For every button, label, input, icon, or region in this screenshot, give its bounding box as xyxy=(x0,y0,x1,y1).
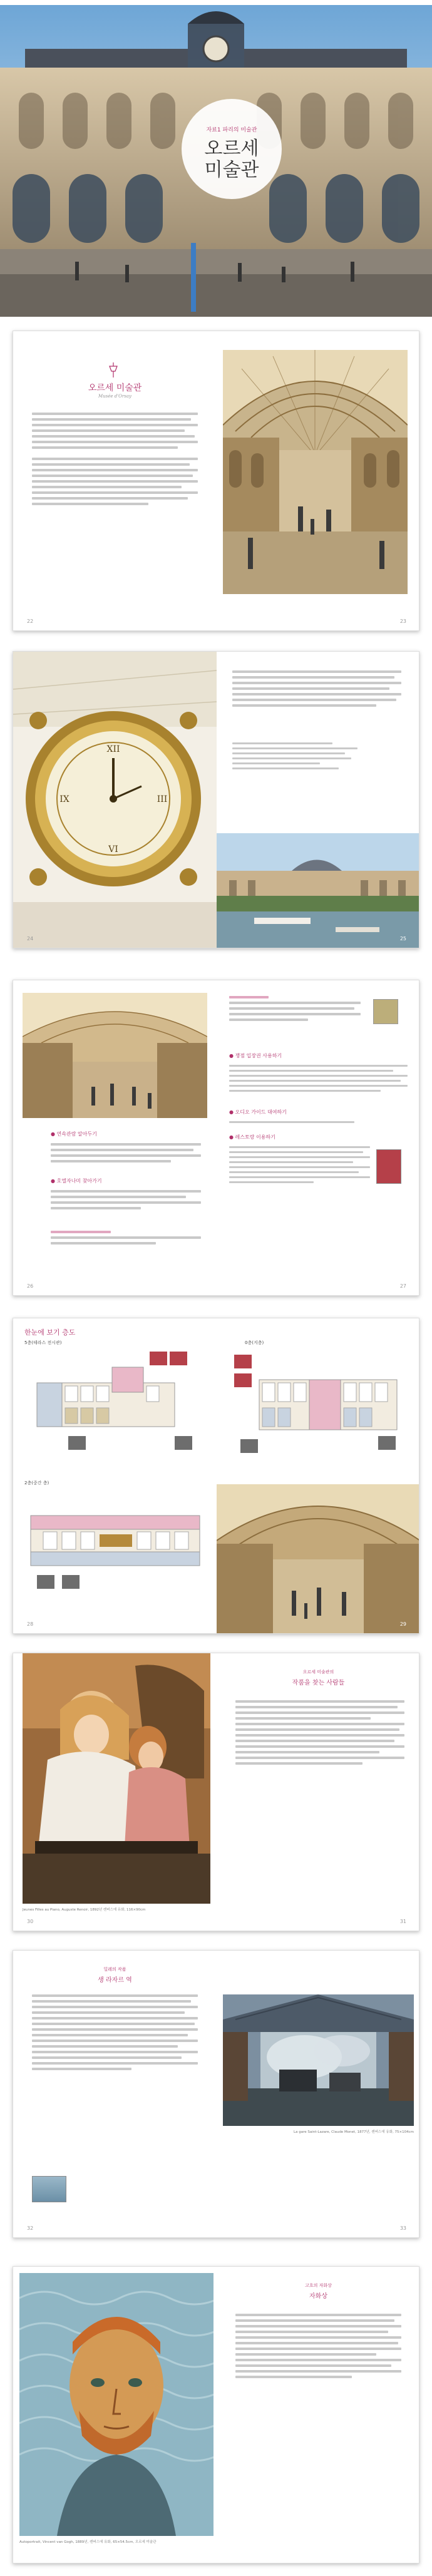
page-25 xyxy=(217,652,419,948)
page-number: 30 xyxy=(27,1919,34,1924)
ticket-thumbnail xyxy=(373,999,398,1024)
page-32 xyxy=(13,1951,217,2237)
page-29 xyxy=(217,1318,419,1633)
spread-4 xyxy=(13,980,419,1296)
golden-clock-photo xyxy=(13,652,217,948)
section-title: 생 라자르 역 xyxy=(98,1977,132,1984)
cover-title-line2: 미술관 xyxy=(204,159,259,181)
page-35 xyxy=(217,2267,419,2563)
section-kicker: 오르세 미술관의 xyxy=(302,1670,334,1675)
section-title: 자화상 xyxy=(309,2293,327,2300)
page-number: 26 xyxy=(27,1283,34,1289)
svg-text:VI: VI xyxy=(108,844,118,854)
spread-8 xyxy=(13,2266,419,2563)
floor-0-map xyxy=(228,1348,409,1464)
painting-caption: Autoportrait, Vincent van Gogh, 1889년, 캔버스에 유화, 65×54.5cm, 오르세 미술관 xyxy=(19,2540,157,2544)
section-heading: 오르세 미술관 xyxy=(88,383,142,393)
section-kicker: 밀레의 작품 xyxy=(103,1967,126,1972)
floor-2-label: 2층(중간 층) xyxy=(24,1480,49,1486)
spread-2 xyxy=(13,331,419,631)
map-title: 한눈에 보기 층도 xyxy=(24,1328,76,1337)
page-number: 31 xyxy=(399,1919,406,1924)
van-gogh-portrait xyxy=(19,2273,213,2536)
page-22 xyxy=(13,331,217,630)
page-23 xyxy=(217,331,419,630)
renoir-painting xyxy=(23,1653,210,1904)
body-text xyxy=(232,667,401,710)
floor-5-label: 5층(테라스 전시관) xyxy=(24,1340,62,1345)
page-24 xyxy=(13,652,217,948)
page-number: 29 xyxy=(399,1621,406,1627)
monet-painting xyxy=(223,1994,414,2126)
page-number: 22 xyxy=(27,618,34,624)
museum-river-photo xyxy=(217,833,419,948)
page-28 xyxy=(13,1318,217,1633)
cover-title-line1: 오르세 xyxy=(204,138,259,160)
page-27 xyxy=(217,980,419,1295)
restaurant-thumbnail xyxy=(376,1149,401,1184)
info-list xyxy=(232,739,357,772)
svg-text:XII: XII xyxy=(106,744,120,754)
info-title-1: ● 쟁점 입장권 사용하기 xyxy=(229,1053,282,1059)
painting-caption: La gare Saint-Lazare, Claude Monet, 1877년, 캔버스에 유화, 75×104cm xyxy=(294,2130,414,2134)
page-number: 28 xyxy=(27,1621,34,1627)
cover-section xyxy=(0,5,432,317)
grand-hall-photo-2 xyxy=(217,1484,419,1634)
page-34 xyxy=(13,2267,217,2563)
floor-2-map xyxy=(24,1491,206,1606)
page-number: 33 xyxy=(399,2225,406,2231)
page-number: 24 xyxy=(27,936,34,942)
floor-0-label: 0층(지층) xyxy=(245,1340,264,1345)
body-text xyxy=(32,409,198,508)
page-number: 32 xyxy=(27,2225,34,2231)
svg-text:III: III xyxy=(157,794,168,804)
page-31 xyxy=(217,1653,419,1931)
page-30 xyxy=(13,1653,217,1931)
info-title-3: ● 레스토랑 이용하기 xyxy=(229,1134,275,1140)
section-title: 작품을 찾는 사람들 xyxy=(292,1680,345,1686)
spread-7 xyxy=(13,1950,419,2238)
lamp-icon xyxy=(107,362,120,377)
spread-3 xyxy=(13,651,419,948)
cover-kicker: 자료1 파리의 미술관 xyxy=(206,127,257,133)
spread-6 xyxy=(13,1653,419,1931)
body-text xyxy=(235,2311,401,2381)
section-subheading: Musée d'Orsay xyxy=(98,394,131,399)
page-number: 23 xyxy=(399,618,406,624)
cover-title-badge xyxy=(182,99,282,199)
svg-text:IX: IX xyxy=(59,794,69,804)
nave-interior-photo xyxy=(23,993,207,1118)
floor-5-map xyxy=(24,1348,206,1464)
painting-caption: Jeunes Filles au Piano, Auguste Renoir, 1892년 캔버스에 유화, 116×90cm xyxy=(23,1908,146,1912)
page-number: 27 xyxy=(399,1283,406,1289)
page-33 xyxy=(217,1951,419,2237)
page-26 xyxy=(13,980,217,1295)
section-kicker: 고흐의 자화상 xyxy=(305,2283,332,2288)
grand-hall-photo xyxy=(223,350,408,594)
monet-thumbnail xyxy=(32,2176,66,2202)
page-number: 25 xyxy=(399,936,406,942)
tip-title-1: ● 연속관람 알아두기 xyxy=(51,1131,97,1137)
info-title-2: ● 오디오 가이드 대여하기 xyxy=(229,1109,287,1115)
spread-5-floor-maps xyxy=(13,1318,419,1634)
body-text xyxy=(235,1697,404,1768)
body-text xyxy=(32,1991,198,2073)
tip-title-2: ● 호엘자나미 찾아가기 xyxy=(51,1178,102,1184)
